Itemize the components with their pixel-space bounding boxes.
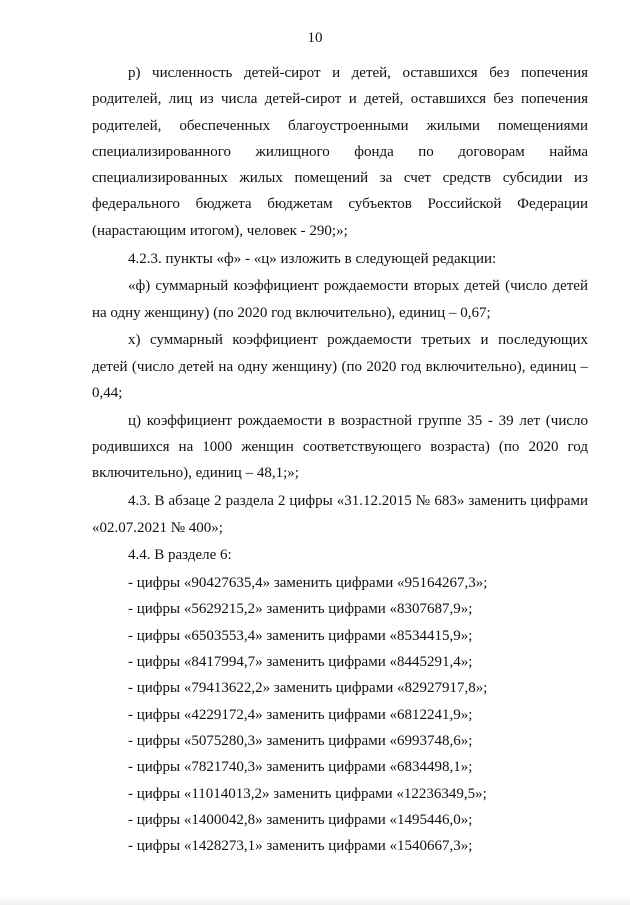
replacement-item: - цифры «4229172,4» заменить цифрами «6812241,9»; xyxy=(128,706,473,723)
replacement-item: - цифры «8417994,7» заменить цифрами «8445291,4»; xyxy=(128,654,473,671)
replacement-item: - цифры «1400042,8» заменить цифрами «1495446,0»; xyxy=(128,811,473,828)
replacement-item: - цифры «5629215,2» заменить цифрами «8307687,9»; xyxy=(128,601,473,618)
paragraph-4-3: 4.3. В абзаце 2 раздела 2 цифры «31.12.2015 № 683» заменить цифрами «02.07.2021 № 400»; xyxy=(92,493,588,536)
replacement-item: - цифры «6503553,4» заменить цифрами «8534415,9»; xyxy=(128,627,473,644)
document-body xyxy=(92,60,588,859)
replacement-item: - цифры «90427635,4» заменить цифрами «95164267,3»; xyxy=(128,575,488,592)
replacement-item: - цифры «7821740,3» заменить цифрами «6834498,1»; xyxy=(128,759,473,776)
replacement-item: - цифры «5075280,3» заменить цифрами «6993748,6»; xyxy=(128,732,473,749)
paragraph-r: р) численность детей-сирот и детей, оставшихся без попечения родителей, лиц из числа детей-сирот и детей, оставшихся без попечения родителей, обеспеченных благоустроенными жилыми помещениями специализированного жилищного фонда по договорам найма специализированных жилых помещений за счет средств субсидии из федерального бюджета бюджетам субъектов Российской Федерации (нарастающим итогом), человек - 290;»; xyxy=(92,65,588,239)
paragraph-4-4: 4.4. В разделе 6: xyxy=(128,547,232,564)
paragraph-ts: ц) коэффициент рождаемости в возрастной группе 35 - 39 лет (число родившихся на 1000 женщин соответствующего возраста) (по 2020 год включительно), единиц – 48,1;»; xyxy=(92,412,588,482)
replacement-item: - цифры «79413622,2» заменить цифрами «82927917,8»; xyxy=(128,680,488,697)
replacement-item: - цифры «11014013,2» заменить цифрами «12236349,5»; xyxy=(128,785,487,802)
page-number: 10 xyxy=(307,30,323,46)
paragraph-kh: х) суммарный коэффициент рождаемости третьих и последующих детей (число детей на одну женщину) (по 2020 год включительно), единиц – 0,44; xyxy=(92,332,588,402)
replacement-item: - цифры «1428273,1» заменить цифрами «1540667,3»; xyxy=(128,838,473,855)
scan-edge-shadow xyxy=(0,897,630,905)
paragraph-f: «ф) суммарный коэффициент рождаемости вторых детей (число детей на одну женщину) (по 2020 год включительно), единиц – 0,67; xyxy=(92,278,588,321)
paragraph-4-2-3: 4.2.3. пункты «ф» - «ц» изложить в следующей редакции: xyxy=(128,250,497,267)
